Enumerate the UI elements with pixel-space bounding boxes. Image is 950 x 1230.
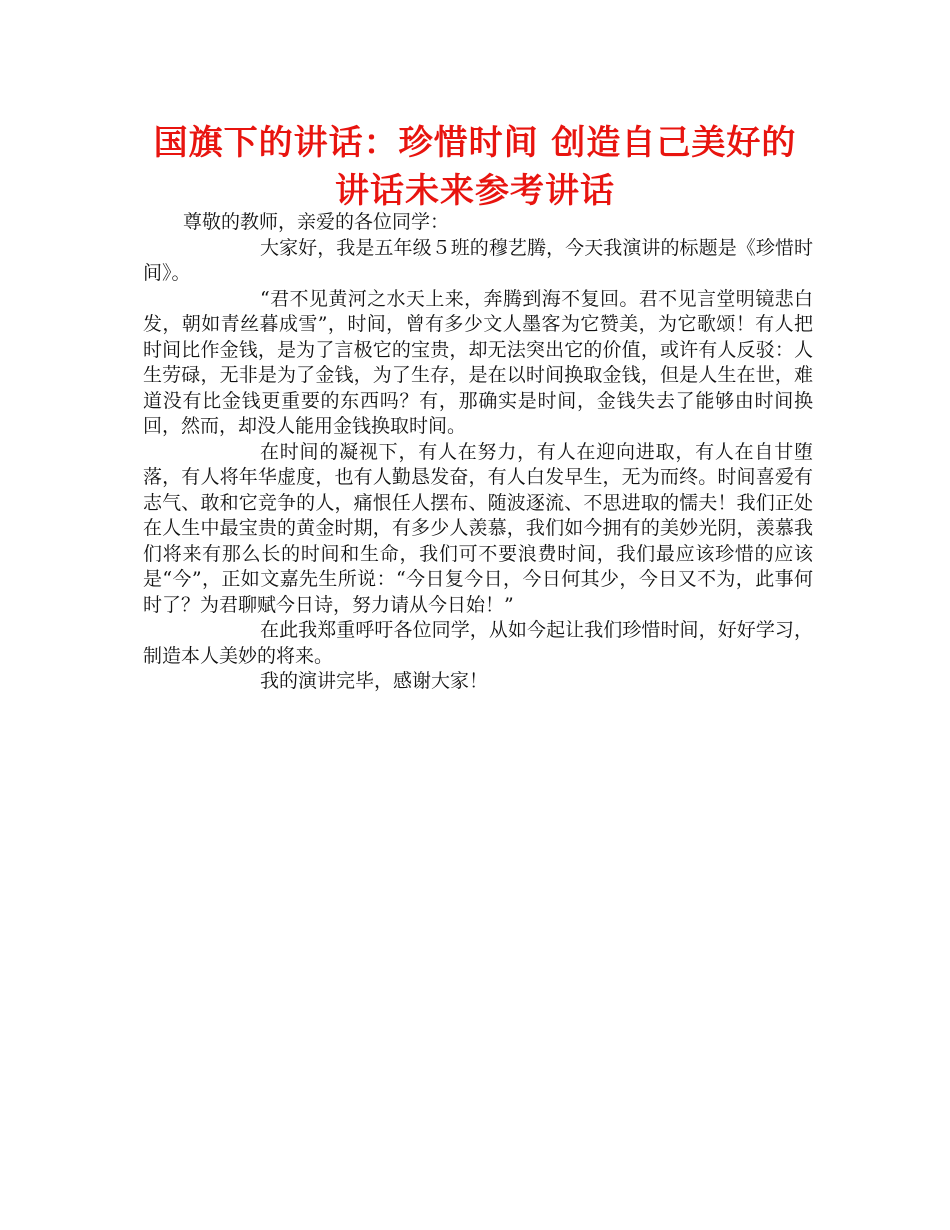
greeting: 尊敬的教师，亲爱的各位同学： — [183, 211, 450, 233]
paragraph-quote: “君不见黄河之水天上来，奔腾到海不复回。君不见言堂明镜悲白发，朝如青丝暮成雪”，时间，曾有多少文人墨客为它赞美，为它歌颂！有人把时间比作金钱，是为了言极它的宝贵，却无法突出它的价值，或许有人反驳：人生劳碌，无非是为了金钱，为了生存，是在以时间换取金钱，但是人生在世，难道没有比金钱更重要的东西吗？有，那确实是时间，金钱失去了能够由时间换回，然而，却没人能用金钱换取时间。 — [143, 287, 813, 437]
paragraph-closing: 我的演讲完毕，感谢大家！ — [260, 670, 489, 692]
document-title-line-2: 讲话未来参考讲话 — [335, 171, 615, 211]
paragraph-call-to-action: 在此我郑重呼吁各位同学，从如今起让我们珍惜时间，好好学习，制造本人美妙的将来。 — [143, 619, 813, 667]
paragraph-introduction: 大家好，我是五年级５班的穆艺腾，今天我演讲的标题是《珍惜时间》。 — [143, 236, 813, 284]
paragraph-time-gaze: 在时间的凝视下，有人在努力，有人在迎向进取，有人在自甘堕落，有人将年华虚度，也有人勤恳发奋，有人白发早生，无为而终。时间喜爱有志气、敢和它竞争的人，痛恨任人摆布、随波逐流、不思进取的懦夫！我们正处在人生中最宝贵的黄金时期，有多少人羡慕，我们如今拥有的美妙光阴，羡慕我们将来有那么长的时间和生命，我们可不要浪费时间，我们最应该珍惜的应该是“今”，正如文嘉先生所说：“今日复今日，今日何其少，今日又不为，此事何时了？为君聊赋今日诗，努力请从今日始！” — [143, 440, 813, 616]
document-title-line-1: 国旗下的讲话：珍惜时间 创造自己美好的 — [153, 123, 797, 163]
document-body — [143, 210, 813, 695]
